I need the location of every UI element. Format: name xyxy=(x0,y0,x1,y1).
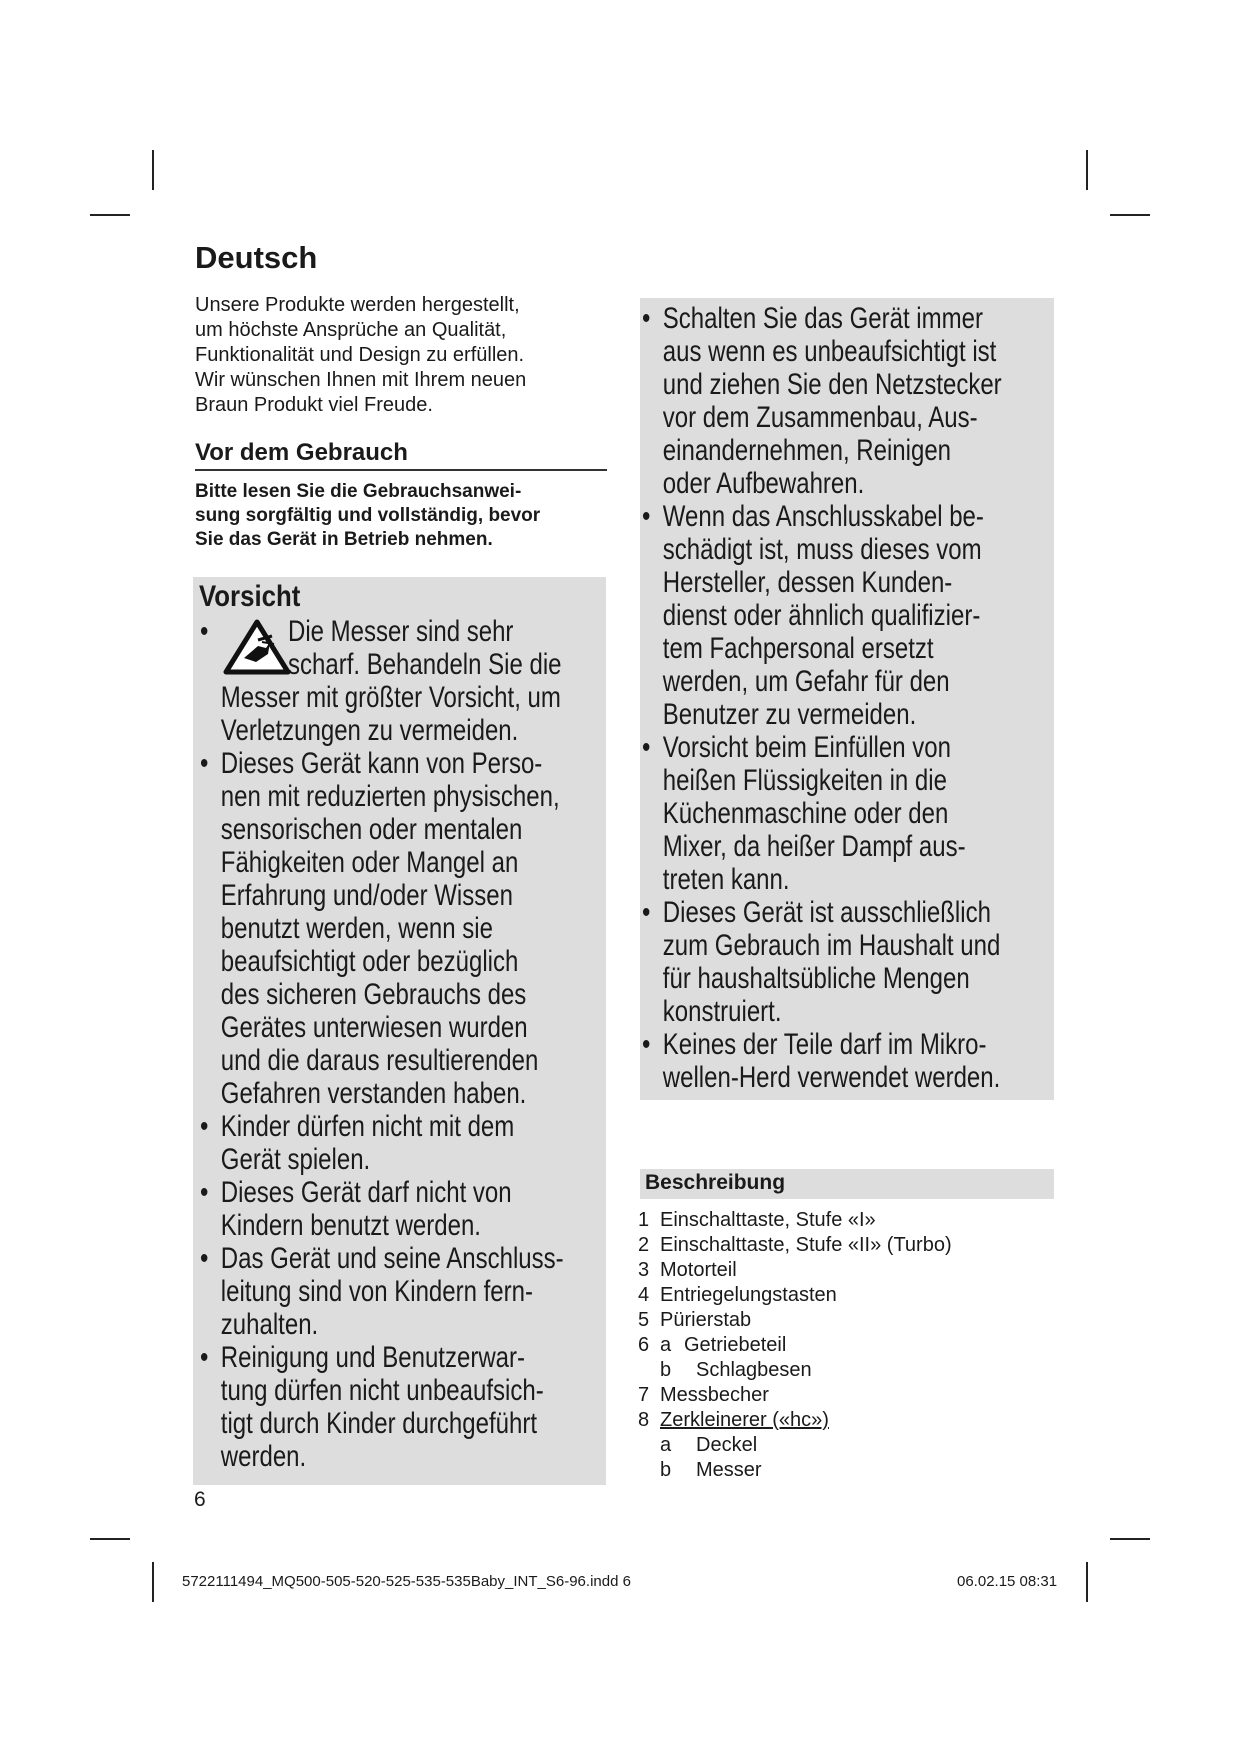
list-item: • Dieses Gerät darf nicht von Kindern benutzt werden. xyxy=(200,1176,512,1242)
list-item: • Das Gerät und seine Anschluss- leitung sind von Kindern fern- zuhalten. xyxy=(200,1242,564,1341)
crop-mark xyxy=(1086,150,1088,190)
list-item: • Die Messer sind sehr scharf. Behandeln Sie die Messer mit größter Vorsicht, um Verletzungen zu vermeiden. xyxy=(200,615,562,747)
crop-mark xyxy=(90,1538,130,1540)
crop-mark xyxy=(152,150,154,190)
list-item: • Schalten Sie das Gerät immer aus wenn es unbeaufsichtigt ist und ziehen Sie den Netzstecker vor dem Zusammenbau, Aus- einandernehmen, Reinigen oder Aufbewahren. xyxy=(642,302,1002,500)
safety-list xyxy=(642,302,1002,1094)
list-item: • Wenn das Anschlusskabel be- schädigt ist, muss dieses vom Hersteller, dessen Kunden- dienst oder ähnlich qualifizier- tem Fachpersonal ersetzt werden, um Gefahr für den Benutzer zu vermeiden. xyxy=(642,500,984,731)
section-heading: Vor dem Gebrauch xyxy=(195,439,607,471)
list-item: • Vorsicht beim Einfüllen von heißen Flüssigkeiten in die Küchenmaschine oder den Mixer, da heißer Dampf aus- treten kann. xyxy=(642,731,966,896)
crop-mark xyxy=(90,214,130,216)
crop-mark xyxy=(1110,214,1150,216)
warning-title: Vorsicht xyxy=(199,580,301,613)
intro-paragraph: Unsere Produkte werden hergestellt, um höchste Ansprüche an Qualität, Funktionalität und Design zu erfüllen. Wir wünschen Ihnen mit Ihrem neuen Braun Produkt viel Freude. xyxy=(195,294,527,416)
list-item: • Reinigung und Benutzerwar- tung dürfen nicht unbeaufsich- tigt durch Kinder durchgeführt werden. xyxy=(200,1341,544,1473)
page-number: 6 xyxy=(194,1488,206,1511)
footer-file-name: 5722111494_MQ500-505-520-525-535-535Baby_INT_S6-96.indd 6 xyxy=(182,1573,631,1590)
description-title: Beschreibung xyxy=(645,1171,786,1194)
list-item: • Kinder dürfen nicht mit dem Gerät spielen. xyxy=(200,1110,515,1176)
page-title: Deutsch xyxy=(195,240,318,275)
list-item: • Keines der Teile darf im Mikro- wellen-Herd verwendet werden. xyxy=(642,1028,1001,1094)
crop-mark xyxy=(1110,1538,1150,1540)
list-item: • Dieses Gerät ist ausschließlich zum Gebrauch im Haushalt und für haushaltsübliche Mengen konstruiert. xyxy=(642,896,1001,1028)
list-item: • Dieses Gerät kann von Perso- nen mit reduzierten physischen, sensorischen oder mentalen Fähigkeiten oder Mangel an Erfahrung und/oder Wissen benutzt werden, wenn sie beaufsichtigt oder bezüglich des sicheren Gebrauchs des Gerätes unterwiesen wurden und die daraus resultierenden Gefahren verstanden haben. xyxy=(200,747,560,1110)
sharp-blade-warning-icon xyxy=(222,618,292,676)
crop-mark xyxy=(1086,1562,1088,1602)
crop-mark xyxy=(152,1562,154,1602)
warning-list xyxy=(200,615,564,1473)
footer-date-time: 06.02.15 08:31 xyxy=(957,1573,1058,1590)
read-instructions-notice: Bitte lesen Sie die Gebrauchsanwei- sung sorgfältig und vollständig, bevor Sie das Gerät in Betrieb nehmen. xyxy=(195,481,541,550)
